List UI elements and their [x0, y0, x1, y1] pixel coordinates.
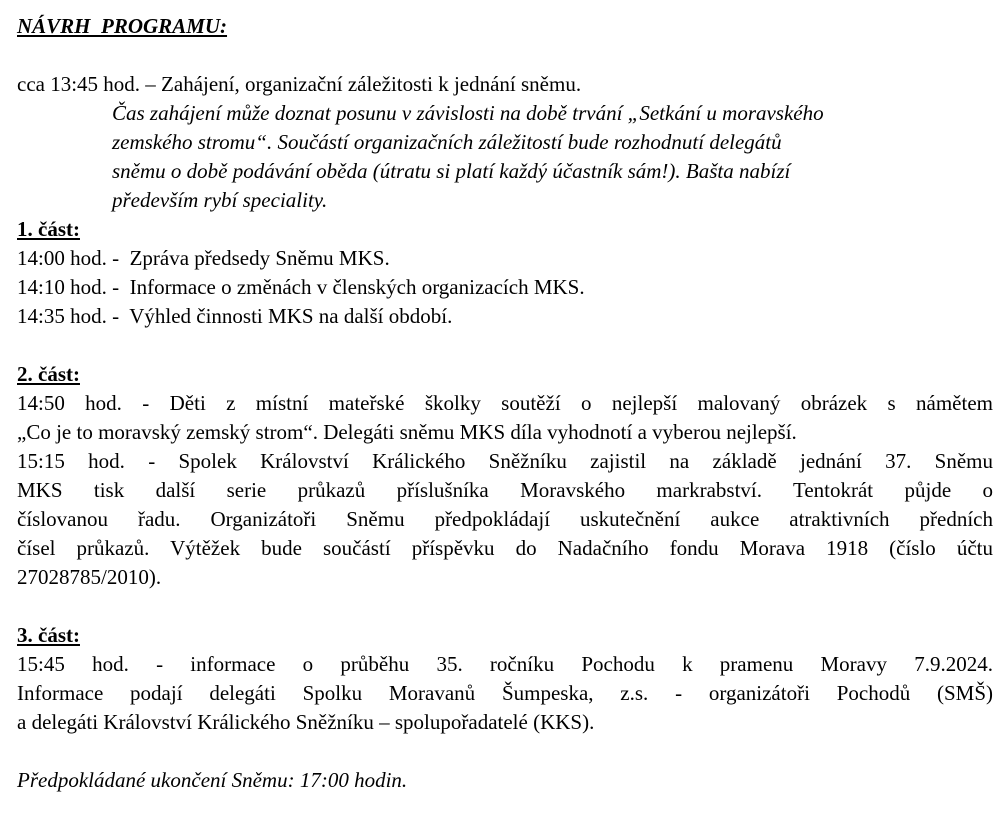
opening-note: [17, 99, 993, 215]
part2-item2-line: číslovanou řadu. Organizátoři Sněmu předpokládají uskutečnění aukce atraktivních předních: [17, 507, 993, 531]
part2-item2-line: 15:15 hod. - Spolek Království Králického Sněžníku zajistil na základě jednání 37. Sněmu: [17, 449, 993, 473]
opening-note-line: především rybí speciality.: [112, 188, 328, 212]
part1-item: 14:10 hod. - Informace o změnách v členských organizacích MKS.: [17, 275, 585, 299]
page-title: NÁVRH PROGRAMU:: [17, 14, 228, 38]
part3-heading-line: [17, 621, 993, 650]
part2-item2-line: čísel průkazů. Výtěžek bude součástí příspěvku do Nadačního fondu Morava 1918 (číslo účtu: [17, 536, 993, 560]
part3-item-line: 15:45 hod. - informace o průběhu 35. ročníku Pochodu k pramenu Moravy 7.9.2024.: [17, 652, 993, 676]
spacer: [17, 592, 993, 621]
part1-item: 14:35 hod. - Výhled činnosti MKS na další období.: [17, 304, 453, 328]
part2-item2-line: 27028785/2010).: [17, 565, 162, 589]
title-line: [17, 12, 993, 41]
part3-heading: 3. část:: [17, 623, 80, 647]
spacer: [17, 331, 993, 360]
spacer: [17, 737, 993, 766]
opening-line: cca 13:45 hod. – Zahájení, organizační záležitosti k jednání sněmu.: [17, 72, 582, 96]
part2-item2-line: MKS tisk další serie průkazů příslušníka Moravského markrabství. Tentokrát půjde o: [17, 478, 993, 502]
part3-item-line: a delegáti Království Králického Sněžníku – spolupořadatelé (KKS).: [17, 710, 595, 734]
spacer: [17, 41, 993, 70]
part1-item: 14:00 hod. - Zpráva předsedy Sněmu MKS.: [17, 246, 390, 270]
opening-note-line: zemského stromu“. Součástí organizačních záležitostí bude rozhodnutí delegátů: [112, 130, 782, 154]
part2-heading: 2. část:: [17, 362, 80, 386]
part1-heading: 1. část:: [17, 217, 80, 241]
opening-note-line: sněmu o době podávání oběda (útratu si platí každý účastník sám!). Bašta nabízí: [112, 159, 791, 183]
part2-heading-line: [17, 360, 993, 389]
program-document: [17, 12, 993, 795]
part1-heading-line: [17, 215, 993, 244]
part2-item1-line: „Co je to moravský zemský strom“. Delegáti sněmu MKS díla vyhodnotí a vyberou nejlepší.: [17, 420, 797, 444]
opening-note-line: Čas zahájení může doznat posunu v závislosti na době trvání „Setkání u moravského: [112, 101, 824, 125]
part3-item-line: Informace podají delegáti Spolku Moravanů Šumpeska, z.s. - organizátoři Pochodů (SMŠ): [17, 681, 993, 705]
part2-item1-line: 14:50 hod. - Děti z místní mateřské školky soutěží o nejlepší malovaný obrázek s námětem: [17, 391, 993, 415]
closing-note: Předpokládané ukončení Sněmu: 17:00 hodin.: [17, 768, 408, 792]
